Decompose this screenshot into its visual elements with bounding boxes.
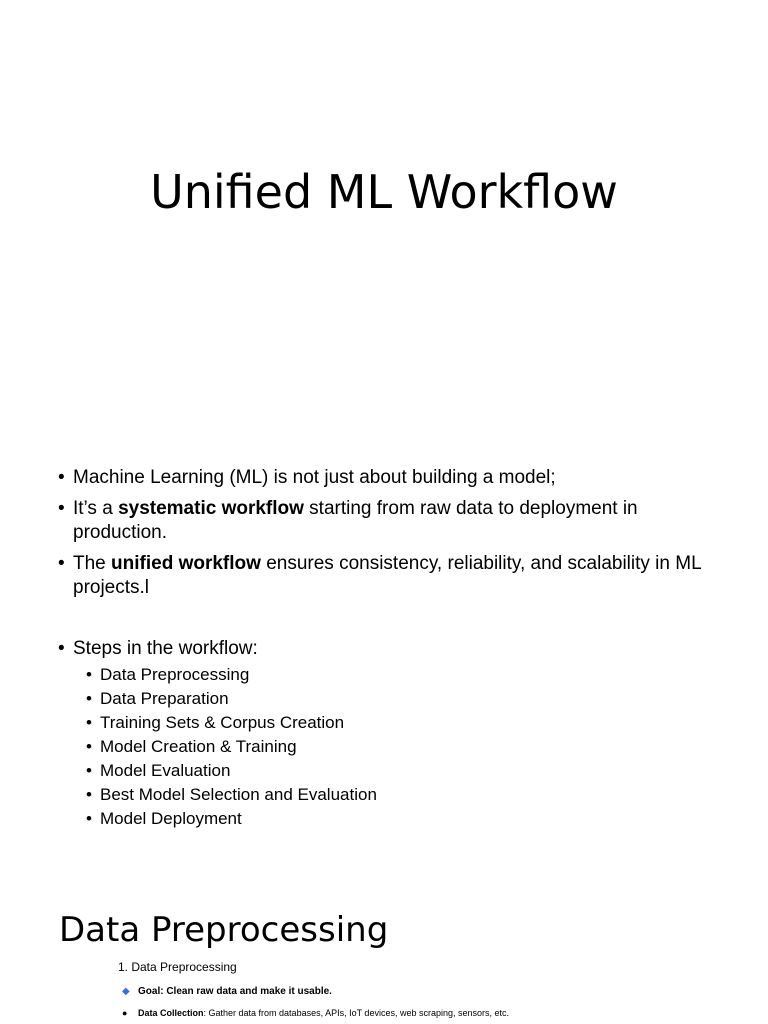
section-title: Data Preprocessing: [59, 910, 389, 950]
bullet-item: [58, 552, 708, 600]
bullet-icon: ●: [122, 1008, 128, 1018]
bullet-text-bold: systematic workflow: [118, 498, 304, 519]
step-item: • Training Sets & Corpus Creation: [86, 711, 708, 735]
bullet-text-post: ensures consistency, reliability, and scalability in ML projects.l: [73, 553, 701, 598]
embedded-screenshot: [118, 958, 738, 1020]
step-item: • Model Creation & Training: [86, 735, 708, 759]
diamond-bullet-icon: ◆: [122, 986, 130, 997]
bullet-list: [58, 466, 708, 831]
bullet-text-pre: It’s a: [73, 498, 119, 519]
bullet-text: Steps in the workflow:: [73, 638, 258, 659]
embedded-goal-row: [120, 985, 738, 999]
embedded-goal: Goal: Clean raw data and make it usable.: [138, 986, 332, 997]
bullet-text: Machine Learning (ML) is not just about building a model;: [73, 467, 556, 488]
embedded-collection-label: Data Collection: [138, 1008, 204, 1018]
bullet-text-bold: unified workflow: [111, 553, 261, 574]
embedded-collection-text: : Gather data from databases, APIs, IoT devices, web scraping, sensors, etc.: [203, 1008, 510, 1018]
step-item: • Data Preprocessing: [86, 663, 708, 687]
bullet-text-post: starting from raw data to deployment in production.: [73, 498, 638, 543]
bullet-item: [58, 497, 708, 545]
slide-title: Unified ML Workflow: [150, 165, 618, 219]
embedded-collection-row: [120, 1007, 738, 1020]
steps-list: [73, 663, 708, 831]
bullet-text-pre: The: [73, 553, 112, 574]
bullet-item: [58, 466, 708, 490]
step-item: • Data Preparation: [86, 687, 708, 711]
step-item: • Model Deployment: [86, 807, 708, 831]
bullet-item: [58, 637, 708, 831]
embedded-heading: 1. Data Preprocessing: [118, 960, 237, 974]
step-item: • Best Model Selection and Evaluation: [86, 783, 708, 807]
step-item: • Model Evaluation: [86, 759, 708, 783]
